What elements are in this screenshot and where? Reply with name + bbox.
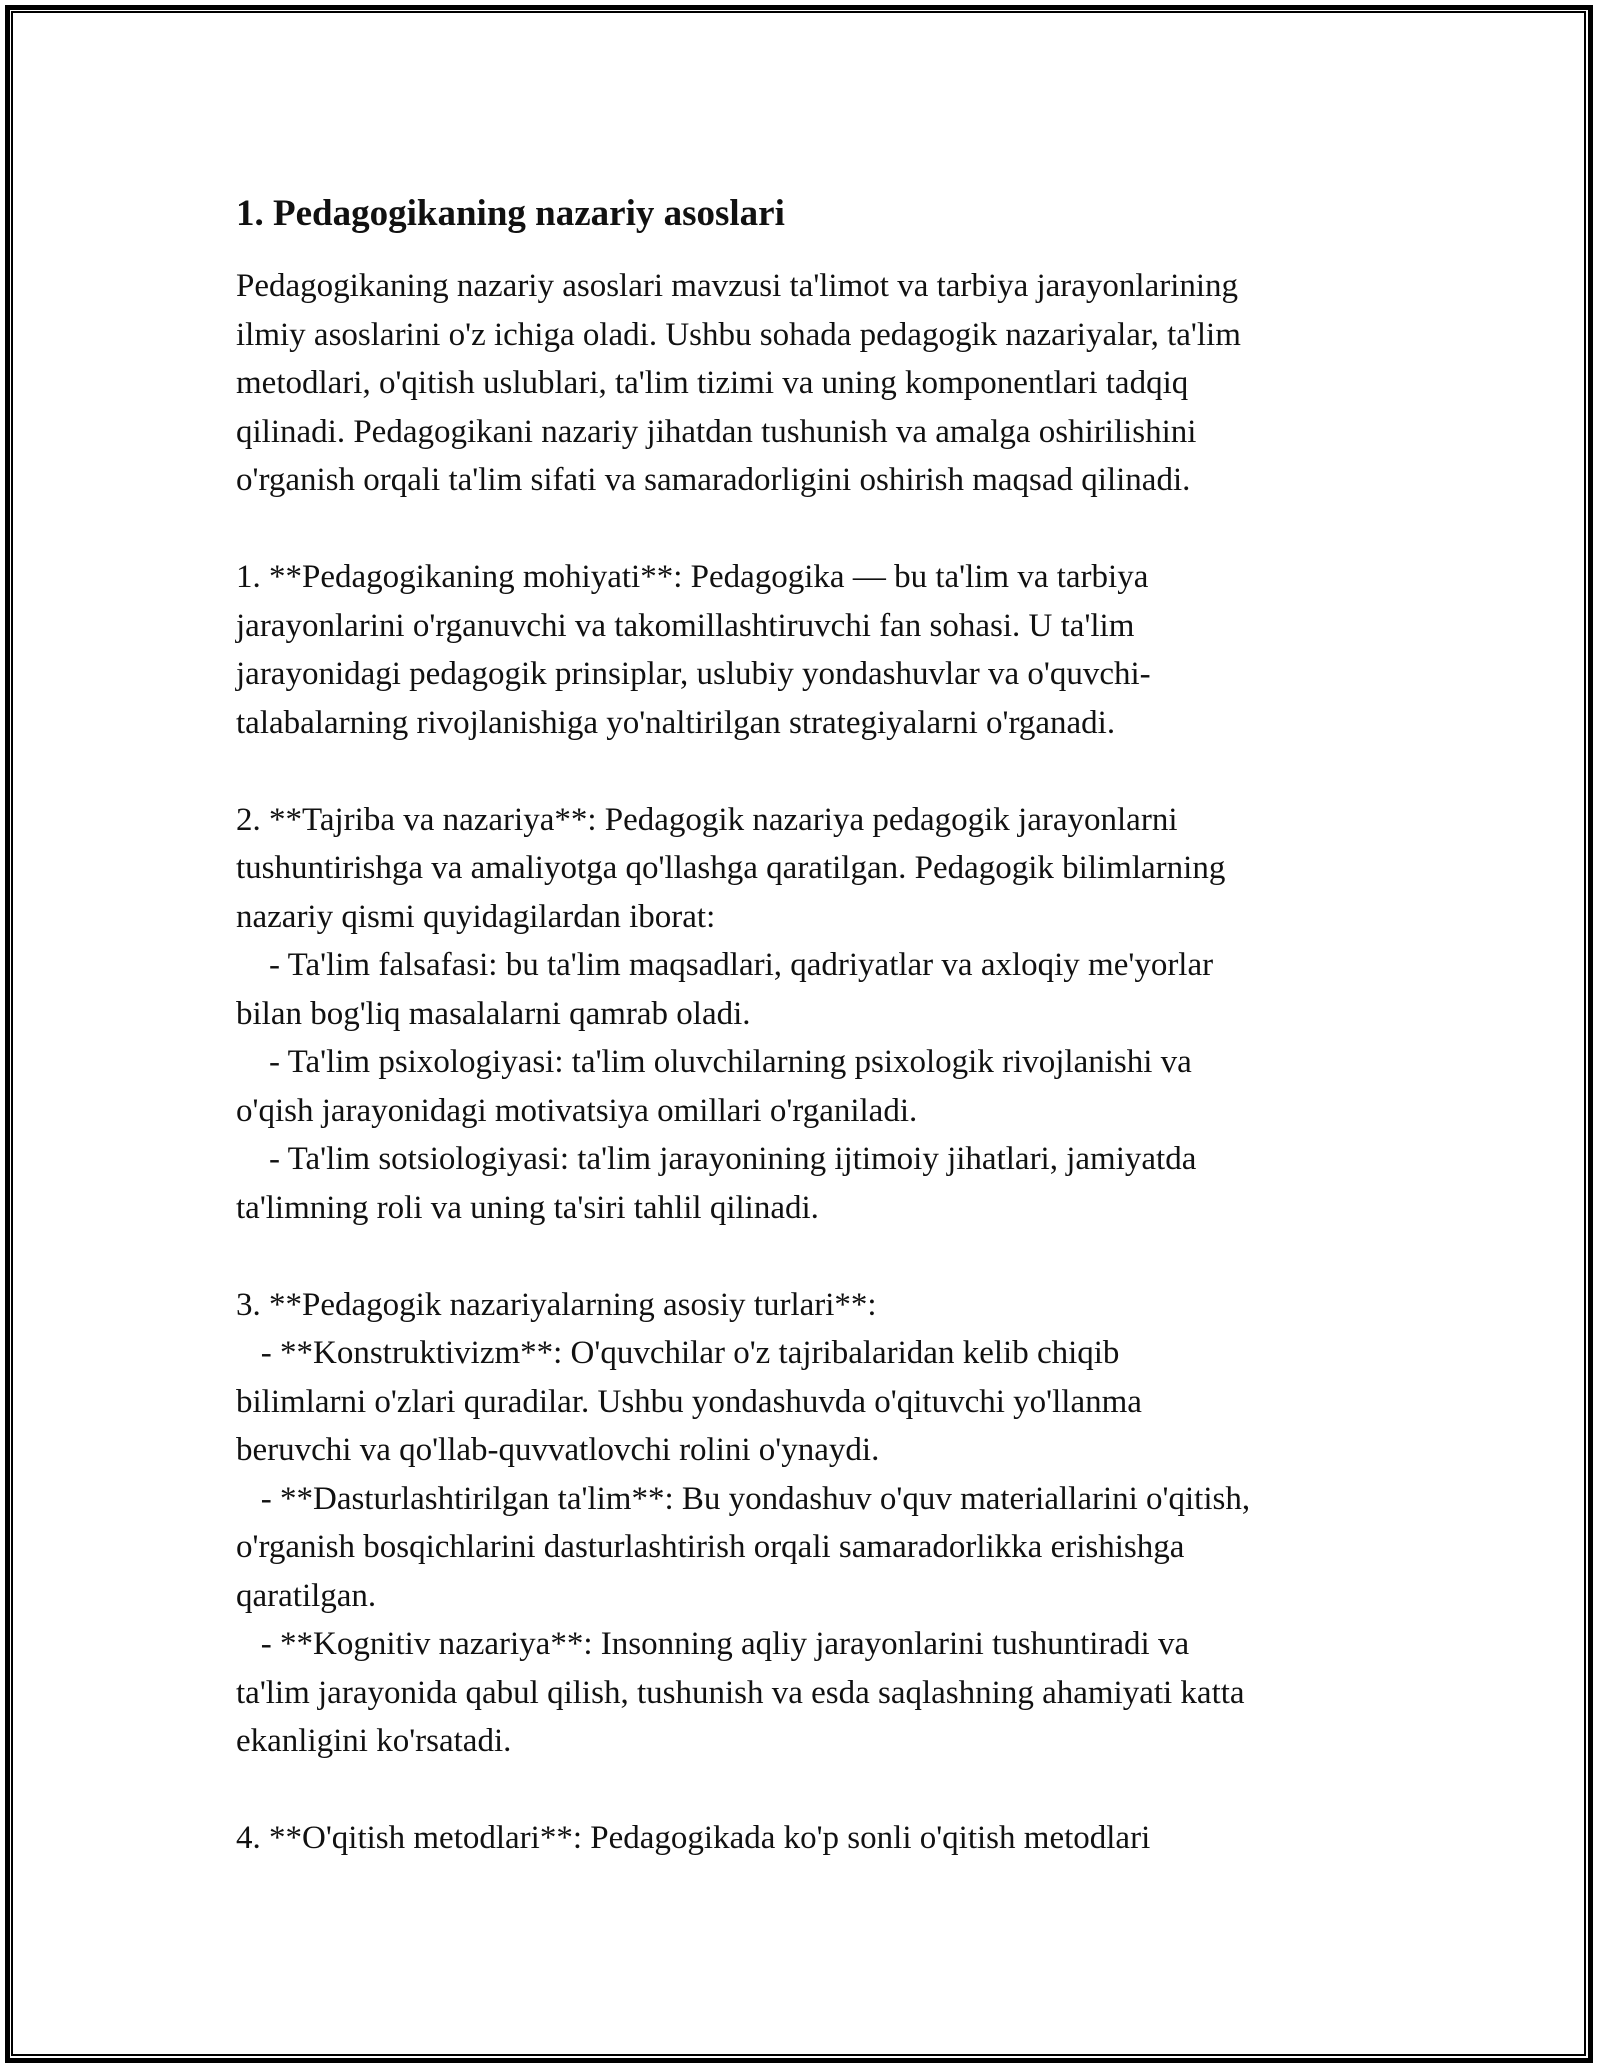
- section-heading: 1. Pedagogikaning nazariy asoslari: [236, 193, 785, 234]
- document-page: [236, 188, 1376, 1863]
- section-body-text: Pedagogikaning nazariy asoslari mavzusi ta'limot va tarbiya jarayonlarining ilmiy asoslarini o'z ichiga oladi. Ushbu sohada pedagogik nazariyalar, ta'lim metodlari, o'qitish uslublari, ta'lim tizimi va uning komponentlari tadqiq qilinadi. Pedagogikani nazariy jihatdan tushunish va amalga oshirilishini o'rganish orqali ta'lim sifati va samaradorligini oshirish maqsad qilinadi. 1. **Pedagogikaning mohiyati**: Pedagogika — bu ta'lim va tarbiya jarayonlarini o'rganuvchi va takomillashtiruvchi fan sohasi. U ta'lim jarayonidagi pedagogik prinsiplar, uslubiy yondashuvlar va o'quvchi- talabalarning rivojlanishiga yo'naltirilgan strategiyalarni o'rganadi. 2. **Tajriba va nazariya**: Pedagogik nazariya pedagogik jarayonlarni tushuntirishga va amaliyotga qo'llashga qaratilgan. Pedagogik bilimlarning nazariy qismi quyidagilardan iborat: - Ta'lim falsafasi: bu ta'lim maqsadlari, qadriyatlar va axloqiy me'yorlar bilan bog'liq masalalarni qamrab oladi. - Ta'lim psixologiyasi: ta'lim oluvchilarning psixologik rivojlanishi va o'qish jarayonidagi motivatsiya omillari o'rganiladi. - Ta'lim sotsiologiyasi: ta'lim jarayonining ijtimoiy jihatlari, jamiyatda ta'limning roli va uning ta'siri tahlil qilinadi. 3. **Pedagogik nazariyalarning asosiy turlari**: - **Konstruktivizm**: O'quvchilar o'z tajribalaridan kelib chiqib bilimlarni o'zlari quradilar. Ushbu yondashuvda o'qituvchi yo'llanma beruvchi va qo'llab-quvvatlovchi rolini o'ynaydi. - **Dasturlashtirilgan ta'lim**: Bu yondashuv o'quv materiallarini o'qitish, o'rganish bosqichlarini dasturlashtirish orqali samaradorlikka erishishga qaratilgan. - **Kognitiv nazariya**: Insonning aqliy jarayonlarini tushuntiradi va ta'lim jarayonida qabul qilish, tushunish va esda saqlashning ahamiyati katta ekanligini ko'rsatadi. 4. **O'qitish metodlari**: Pedagogikada ko'p sonli o'qitish metodlari: [236, 268, 1251, 1856]
